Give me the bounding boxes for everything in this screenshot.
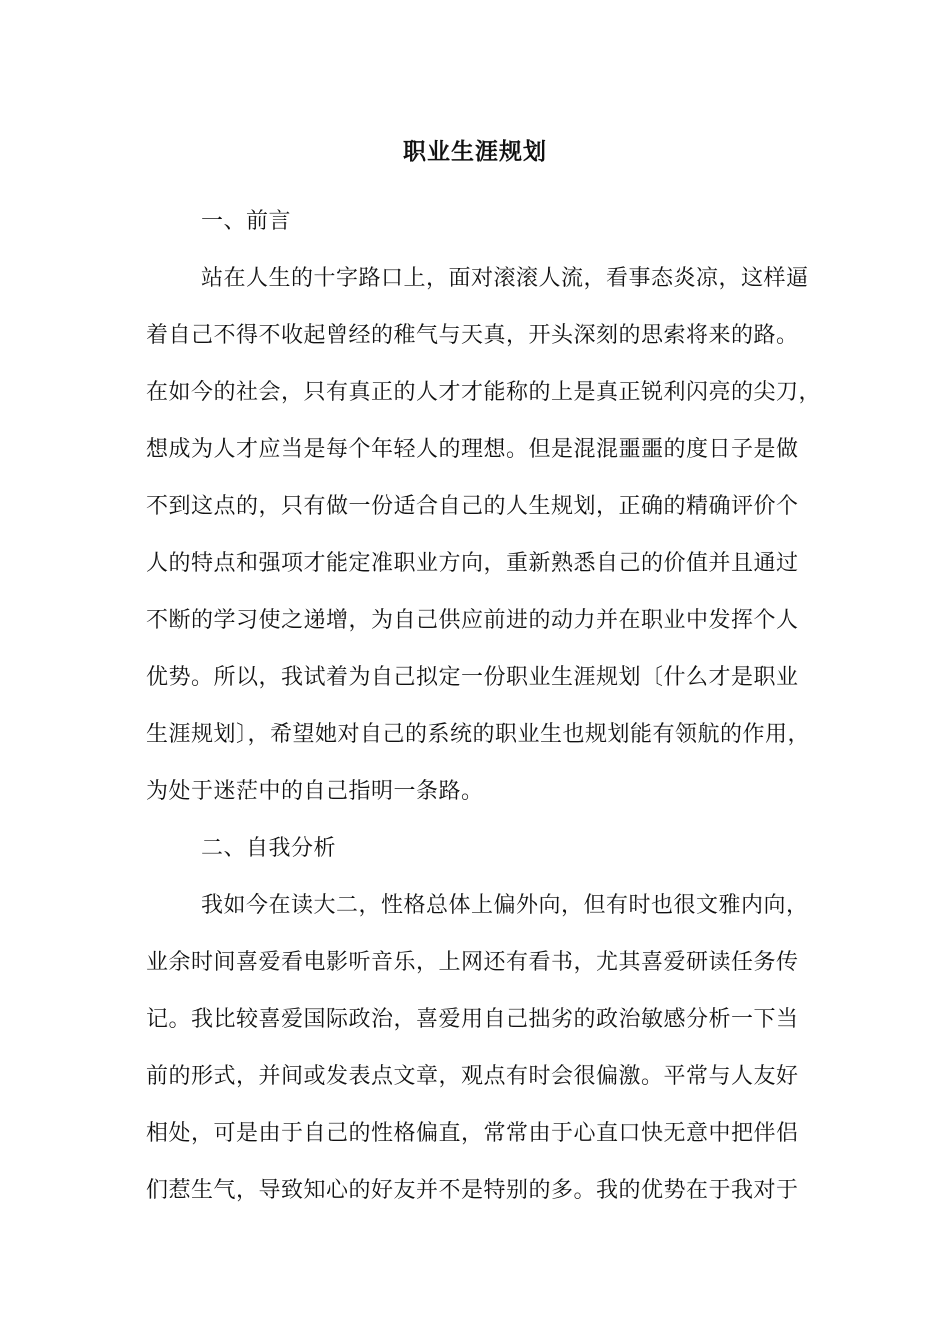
paragraph-line: 站在人生的十字路口上，面对滚滚人流，看事态炎凉，这样逼 xyxy=(201,266,809,291)
paragraph-line: 记。我比较喜爱国际政治，喜爱用自己拙劣的政治敏感分析一下当 xyxy=(146,1007,799,1032)
paragraph-line: 业余时间喜爱看电影听音乐，上网还有看书，尤其喜爱研读任务传 xyxy=(146,950,799,975)
paragraph-line: 不到这点的，只有做一份适合自己的人生规划，正确的精确评价个 xyxy=(146,494,799,519)
paragraph-line: 着自己不得不收起曾经的稚气与天真，开头深刻的思索将来的路。 xyxy=(146,323,799,348)
section-heading-preface: 一、前言 xyxy=(201,209,292,234)
paragraph-line: 人的特点和强项才能定准职业方向，重新熟悉自己的价值并且通过 xyxy=(146,551,799,576)
paragraph-line: 想成为人才应当是每个年轻人的理想。但是混混噩噩的度日子是做 xyxy=(146,437,799,462)
paragraph-line: 我如今在读大二，性格总体上偏外向，但有时也很文雅内向， xyxy=(201,893,809,918)
paragraph-line: 为处于迷茫中的自己指明一条路。 xyxy=(146,779,484,804)
paragraph-line: 生涯规划〕，希望她对自己的系统的职业生也规划能有领航的作用， xyxy=(146,722,811,747)
paragraph-line: 前的形式，并间或发表点文章，观点有时会很偏激。平常与人友好 xyxy=(146,1064,799,1089)
paragraph-line: 相处，可是由于自己的性格偏直，常常由于心直口快无意中把伴侣 xyxy=(146,1121,799,1146)
paragraph-line: 们惹生气，导致知心的好友并不是特别的多。我的优势在于我对于 xyxy=(146,1178,799,1203)
paragraph-line: 优势。所以，我试着为自己拟定一份职业生涯规划〔什么才是职业 xyxy=(146,665,799,690)
paragraph-line: 不断的学习使之递增，为自己供应前进的动力并在职业中发挥个人 xyxy=(146,608,799,633)
paragraph-line: 在如今的社会，只有真正的人才才能称的上是真正锐利闪亮的尖刀， xyxy=(146,380,822,405)
section-heading-self-analysis: 二、自我分析 xyxy=(201,836,337,861)
document-title: 职业生涯规划 xyxy=(403,138,547,165)
